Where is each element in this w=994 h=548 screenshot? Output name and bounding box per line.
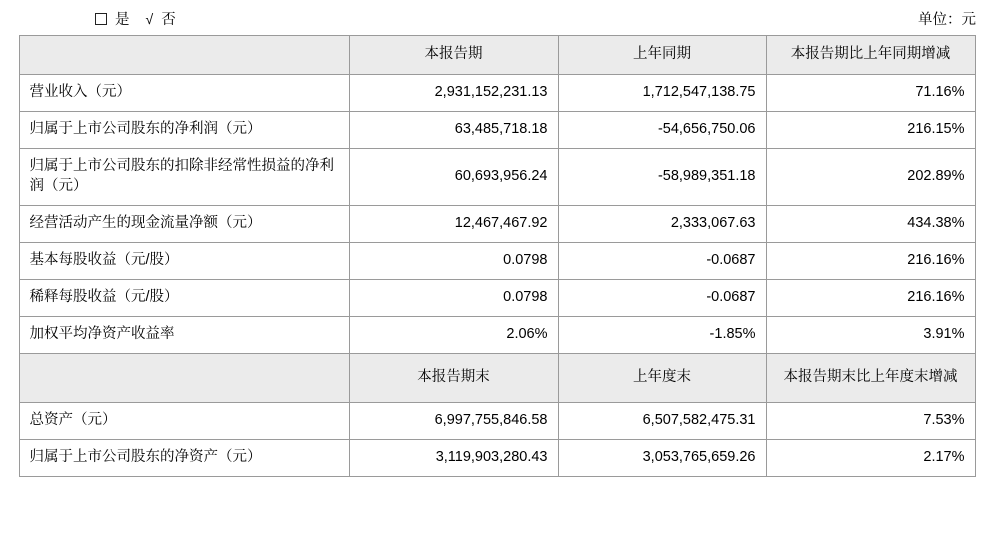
row-current-value: 12,467,467.92 — [349, 206, 558, 243]
row-change-value: 216.16% — [766, 280, 975, 317]
row-current-value: 6,997,755,846.58 — [349, 403, 558, 440]
table-header-row-endperiod — [19, 354, 975, 403]
header-cell-endperiod-change: 本报告期末比上年度末增减 — [766, 354, 975, 403]
row-change-value: 202.89% — [766, 149, 975, 206]
table-row — [19, 403, 975, 440]
table-row — [19, 280, 975, 317]
header-cell-blank-2 — [19, 354, 349, 403]
header-cell-current-endperiod: 本报告期末 — [349, 354, 558, 403]
yes-no-checkbox-group — [95, 8, 176, 29]
checkbox-label-no: 否 — [161, 12, 176, 28]
row-current-value: 2.06% — [349, 317, 558, 354]
row-previous-value: 1,712,547,138.75 — [558, 75, 766, 112]
document-header-row — [0, 0, 994, 35]
table-row — [19, 243, 975, 280]
row-previous-value: -58,989,351.18 — [558, 149, 766, 206]
header-cell-previous-period: 上年同期 — [558, 36, 766, 75]
row-label: 归属于上市公司股东的扣除非经常性损益的净利润（元） — [19, 149, 349, 206]
row-previous-value: 6,507,582,475.31 — [558, 403, 766, 440]
row-change-value: 434.38% — [766, 206, 975, 243]
row-change-value: 2.17% — [766, 440, 975, 477]
row-current-value: 0.0798 — [349, 280, 558, 317]
table-row — [19, 75, 975, 112]
row-change-value: 216.16% — [766, 243, 975, 280]
row-previous-value: 2,333,067.63 — [558, 206, 766, 243]
row-label: 营业收入（元） — [19, 75, 349, 112]
unit-note: 单位：元 — [918, 12, 976, 28]
row-current-value: 60,693,956.24 — [349, 149, 558, 206]
checkbox-unchecked-icon[interactable] — [95, 13, 107, 25]
row-label: 归属于上市公司股东的净资产（元） — [19, 440, 349, 477]
row-change-value: 71.16% — [766, 75, 975, 112]
row-current-value: 63,485,718.18 — [349, 112, 558, 149]
header-cell-period-change: 本报告期比上年同期增减 — [766, 36, 975, 75]
row-label: 加权平均净资产收益率 — [19, 317, 349, 354]
table-header-row-period — [19, 36, 975, 75]
row-change-value: 3.91% — [766, 317, 975, 354]
check-mark-icon: √ — [145, 10, 154, 27]
header-cell-blank — [19, 36, 349, 75]
row-change-value: 216.15% — [766, 112, 975, 149]
row-previous-value: -54,656,750.06 — [558, 112, 766, 149]
row-previous-value: -0.0687 — [558, 280, 766, 317]
row-current-value: 3,119,903,280.43 — [349, 440, 558, 477]
table-row — [19, 112, 975, 149]
row-current-value: 0.0798 — [349, 243, 558, 280]
table-row — [19, 149, 975, 206]
row-previous-value: -1.85% — [558, 317, 766, 354]
table-row — [19, 317, 975, 354]
financial-summary-table — [19, 35, 976, 477]
header-cell-current-period: 本报告期 — [349, 36, 558, 75]
row-label: 总资产（元） — [19, 403, 349, 440]
row-previous-value: 3,053,765,659.26 — [558, 440, 766, 477]
row-change-value: 7.53% — [766, 403, 975, 440]
table-row — [19, 206, 975, 243]
row-current-value: 2,931,152,231.13 — [349, 75, 558, 112]
row-label: 经营活动产生的现金流量净额（元） — [19, 206, 349, 243]
row-label: 基本每股收益（元/股） — [19, 243, 349, 280]
header-cell-previous-endperiod: 上年度末 — [558, 354, 766, 403]
table-row — [19, 440, 975, 477]
checkbox-label-yes: 是 — [115, 12, 130, 28]
row-label: 归属于上市公司股东的净利润（元） — [19, 112, 349, 149]
row-label: 稀释每股收益（元/股） — [19, 280, 349, 317]
row-previous-value: -0.0687 — [558, 243, 766, 280]
